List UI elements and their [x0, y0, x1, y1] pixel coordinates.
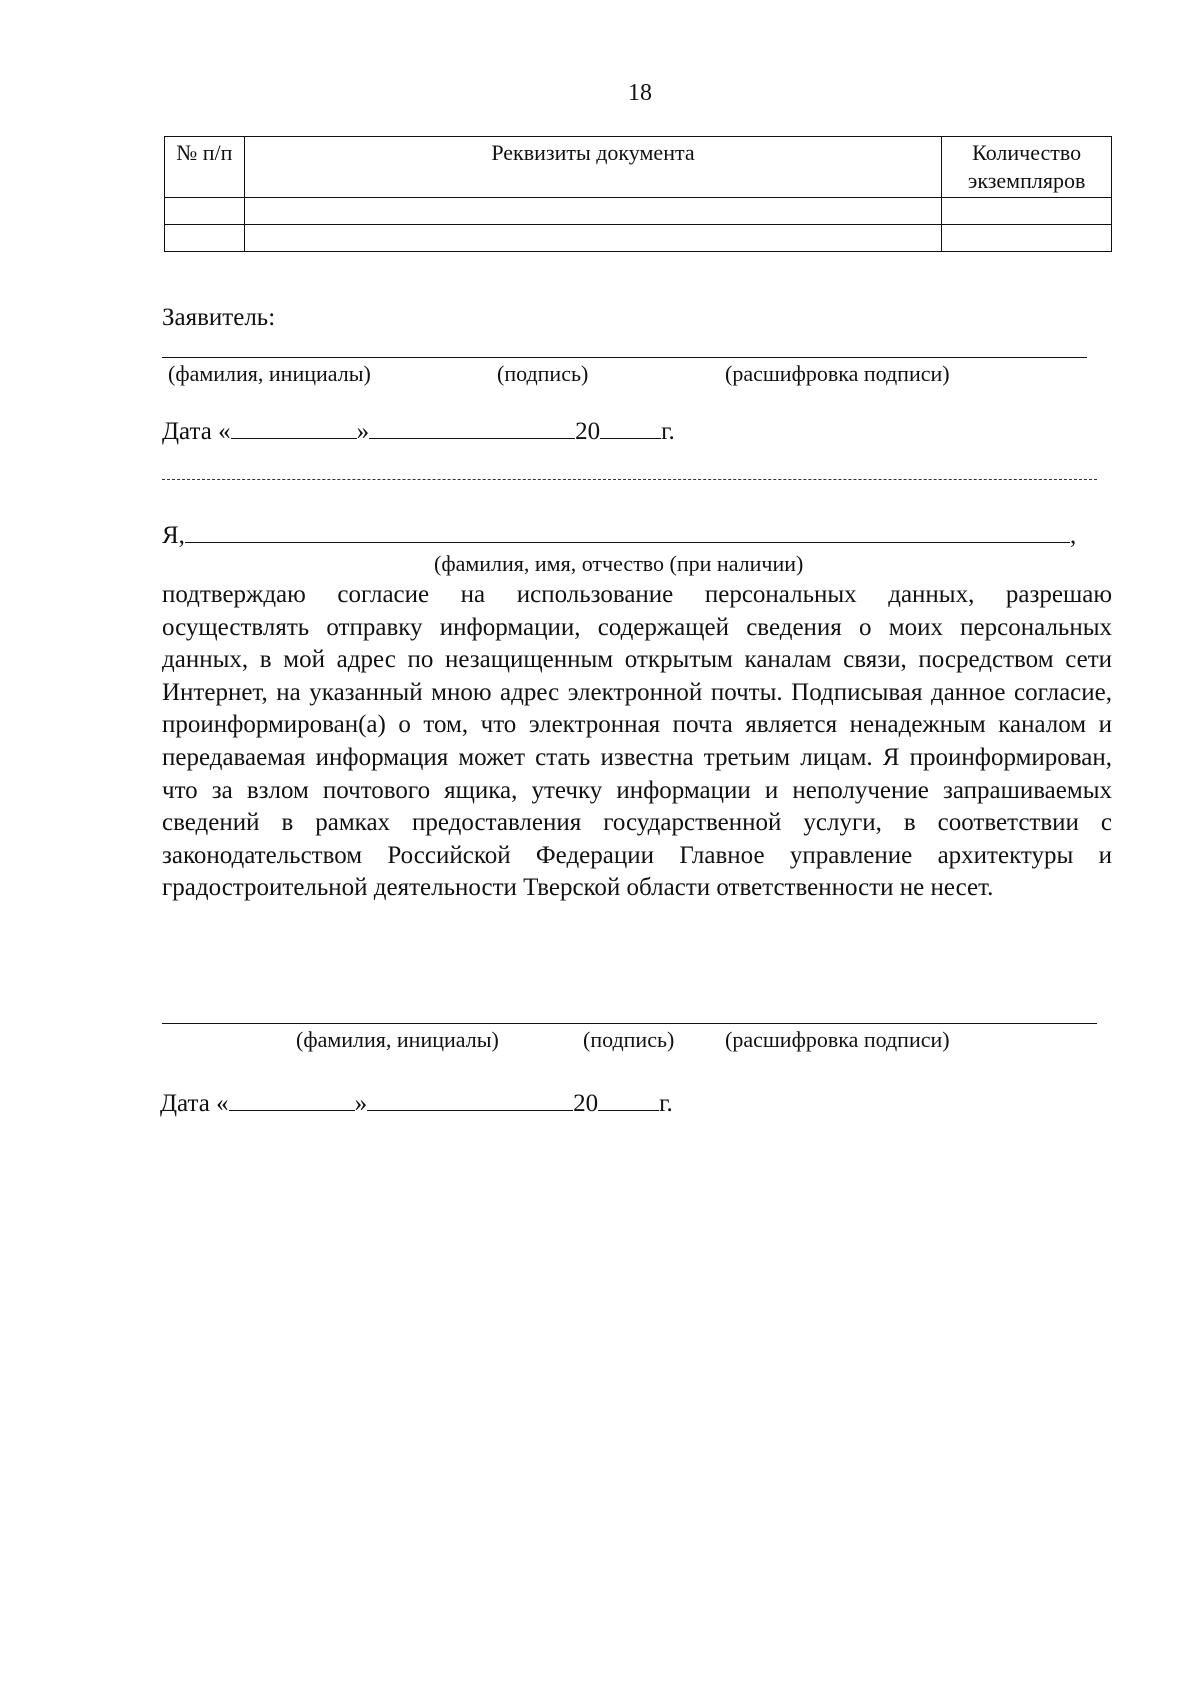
date-quote-close-2: »: [354, 1090, 368, 1117]
consent-lead-text: Я,: [162, 522, 185, 549]
cut-line: [162, 479, 1097, 480]
day-blank: [231, 414, 357, 439]
date-prefix-2: Дата «: [160, 1090, 229, 1117]
caption-decode-2: (расшифровка подписи): [725, 1027, 950, 1052]
year-suffix-2: г.: [659, 1090, 673, 1117]
table-cell: [165, 225, 245, 252]
year-blank: [600, 414, 661, 439]
caption-name: (фамилия, инициалы): [168, 361, 371, 386]
full-name-blank: [185, 518, 1070, 543]
month-blank: [369, 414, 575, 439]
consent-text: подтверждаю согласие на использование персональных данных, разрешаю осуществлять отправку информации, содержащей сведения о моих персональных данных, в мой адрес по незащищенным открытым каналам связи, посредством сети Интернет, на указанный мною адрес электронной почты. Подписывая данное согласие, проинформирован(а) о том, что электронная почта является ненадежным каналом и передаваемая информация может стать известна третьим лицам. Я проинформирован, что за взлом почтового ящика, утечку информации и неполучение запрашиваемых сведений в рамках предоставления государственной услуги, в соответствии с законодательством Российской Федерации Главное управление архитектуры и градостроительной деятельности Тверской области ответственности не несет.: [162, 581, 1112, 902]
year-blank-2: [598, 1086, 659, 1111]
table-header-row: [165, 137, 1112, 198]
year-prefix: 20: [575, 418, 601, 445]
year-suffix: г.: [661, 418, 675, 445]
caption-signature-2: (подпись): [583, 1027, 675, 1052]
caption-signature: (подпись): [497, 361, 589, 386]
caption-decode: (расшифровка подписи): [725, 361, 950, 386]
table-cell: [165, 198, 245, 225]
table-header-number: № п/п: [165, 137, 245, 198]
page-number: 18: [628, 80, 652, 106]
caption-name-2: (фамилия, инициалы): [296, 1027, 499, 1052]
table-row: [165, 225, 1112, 252]
table-header-copies: Количество экземпляров: [942, 137, 1112, 198]
table-cell: [942, 198, 1112, 225]
consent-lead: [162, 518, 1076, 550]
year-prefix-2: 20: [573, 1090, 599, 1117]
applicant-signature-line: [162, 357, 1087, 358]
date-quote-close: »: [356, 418, 370, 445]
day-blank-2: [229, 1086, 355, 1111]
table-row: [165, 198, 1112, 225]
table-cell: [244, 225, 942, 252]
signature-line-2: [162, 1023, 1097, 1024]
table-cell: [244, 198, 942, 225]
date-line-2: [160, 1086, 673, 1118]
table-cell: [942, 225, 1112, 252]
date-prefix: Дата «: [162, 418, 231, 445]
full-name-caption: (фамилия, имя, отчество (при наличии): [434, 551, 804, 576]
month-blank-2: [367, 1086, 573, 1111]
consent-comma: ,: [1069, 522, 1077, 549]
table-header-requisites: Реквизиты документа: [244, 137, 942, 198]
documents-table: [164, 136, 1112, 252]
date-line-1: [162, 414, 675, 446]
applicant-label: Заявитель:: [162, 304, 276, 331]
